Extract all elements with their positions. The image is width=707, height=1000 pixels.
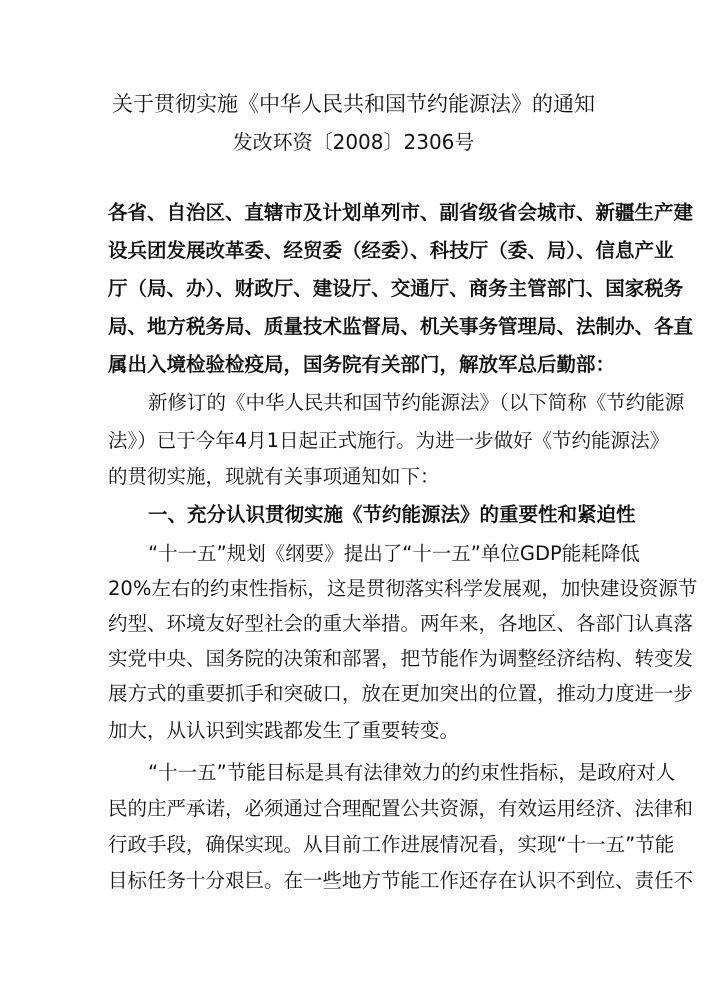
- document-number: 发改环资〔2008〕2306号: [232, 130, 475, 154]
- section-heading: 一、充分认识贯彻实施《节约能源法》的重要性和紧迫性: [148, 503, 636, 526]
- intro-line: 法》）已于今年4月1日起正式施行。为进一步做好《节约能源法》: [108, 429, 670, 452]
- paragraph-line: “十一五”节能目标是具有法律效力的约束性指标，是政府对人: [148, 761, 676, 784]
- paragraph-line: 加大，从认识到实践都发生了重要转变。: [108, 719, 460, 742]
- paragraph-line: 20%左右的约束性指标，这是贯彻落实科学发展观，加快建设资源节: [108, 577, 698, 600]
- paragraph-line: 民的庄严承诺，必须通过合理配置公共资源，有效运用经济、法律和: [108, 797, 694, 820]
- addressee-line: 设兵团发展改革委、经贸委（经委）、科技厅（委、局）、信息产业: [108, 239, 674, 262]
- addressee-line: 厅（局、办）、财政厅、建设厅、交通厅、商务主管部门、国家税务: [108, 277, 684, 300]
- intro-line: 新修订的《中华人民共和国节约能源法》（以下简称《节约能源: [148, 391, 685, 414]
- paragraph-line: “十一五”规划《纲要》提出了“十一五”单位GDP能耗降低: [148, 542, 640, 565]
- addressee-line: 局、地方税务局、质量技术监督局、机关事务管理局、法制办、各直: [108, 315, 694, 338]
- paragraph-line: 约型、环境友好型社会的重大举措。两年来，各地区、各部门认真落: [108, 612, 694, 635]
- paragraph-line: 展方式的重要抓手和突破口，放在更加突出的位置，推动力度进一步: [108, 682, 694, 705]
- document-title: 关于贯彻实施《中华人民共和国节约能源法》的通知: [112, 92, 595, 116]
- paragraph-line: 实党中央、国务院的决策和部署，把节能作为调整经济结构、转变发: [108, 647, 694, 670]
- addressee-line: 各省、自治区、直辖市及计划单列市、副省级省会城市、新疆生产建: [108, 201, 694, 224]
- paragraph-line: 目标任务十分艰巨。在一些地方节能工作还存在认识不到位、责任不: [108, 869, 694, 892]
- paragraph-line: 行政手段，确保实现。从目前工作进展情况看，实现“十一五”节能: [108, 833, 675, 856]
- intro-line: 的贯彻实施，现就有关事项通知如下：: [108, 465, 440, 488]
- addressee-line: 属出入境检验检疫局，国务院有关部门，解放军总后勤部：: [108, 353, 616, 376]
